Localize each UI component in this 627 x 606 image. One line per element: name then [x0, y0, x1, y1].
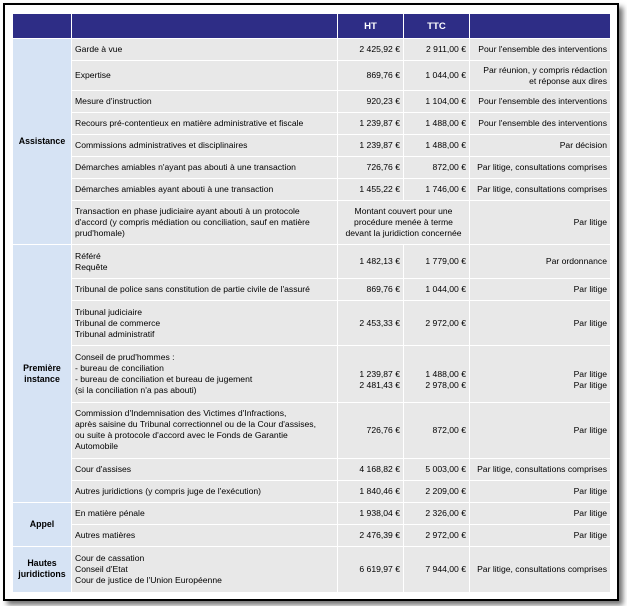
row-ht: 869,76 € [338, 279, 404, 301]
row-ht: 726,76 € [338, 157, 404, 179]
table-row [13, 402, 611, 458]
row-ttc: 2 911,00 € [404, 39, 470, 61]
row-note: Par décision [470, 135, 611, 157]
row-note: Par litige [470, 402, 611, 458]
row-description: Tribunal judiciaire Tribunal de commerce Tribunal administratif [72, 301, 338, 346]
row-ht: 2 425,92 € [338, 39, 404, 61]
table-row [13, 179, 611, 201]
row-note: Par litige [470, 201, 611, 245]
row-ht: 1 482,13 € [338, 245, 404, 279]
row-ttc: 2 972,00 € [404, 524, 470, 546]
row-ttc: 1 044,00 € [404, 279, 470, 301]
row-description: Expertise [72, 61, 338, 91]
row-description: Démarches amiables ayant abouti à une transaction [72, 179, 338, 201]
row-ht: 869,76 € [338, 61, 404, 91]
row-description: Commission d'Indemnisation des Victimes d'Infractions, après saisine du Tribunal correctionnel ou de la Cour d'assises, ou suite à protocole d'accord avec le Fonds de Garantie Automobile [72, 402, 338, 458]
header-note [470, 14, 611, 39]
category-premiere-instance: Première instance [13, 245, 72, 502]
row-description: Tribunal de police sans constitution de partie civile de l'assuré [72, 279, 338, 301]
row-ht: 2 476,39 € [338, 524, 404, 546]
category-appel: Appel [13, 502, 72, 546]
row-description: Conseil de prud'hommes : - bureau de conciliation - bureau de conciliation et bureau de jugement (si la conciliation n'a pas abouti) [72, 346, 338, 402]
row-ttc: 1 488,00 € [404, 135, 470, 157]
row-description: Recours pré-contentieux en matière administrative et fiscale [72, 113, 338, 135]
table-row [13, 39, 611, 61]
fee-schedule-table [12, 13, 611, 593]
header-blank [13, 14, 72, 39]
table-row [13, 546, 611, 592]
row-ht: 920,23 € [338, 91, 404, 113]
row-note: Pour l'ensemble des interventions [470, 113, 611, 135]
row-description: Démarches amiables n'ayant pas abouti à une transaction [72, 157, 338, 179]
table-frame [3, 3, 619, 601]
row-description: Mesure d'instruction [72, 91, 338, 113]
row-description: Garde à vue [72, 39, 338, 61]
table-row [13, 480, 611, 502]
row-ht: 1 239,87 € 2 481,43 € [338, 346, 404, 402]
row-description: Référé Requête [72, 245, 338, 279]
table-row [13, 301, 611, 346]
row-ttc: 2 209,00 € [404, 480, 470, 502]
row-ht: 6 619,97 € [338, 546, 404, 592]
row-ttc: 1 044,00 € [404, 61, 470, 91]
header-ht: HT [338, 14, 404, 39]
row-ht: 4 168,82 € [338, 458, 404, 480]
row-note: Par litige [470, 301, 611, 346]
table-row [13, 201, 611, 245]
row-note: Par litige [470, 279, 611, 301]
row-ttc: 872,00 € [404, 402, 470, 458]
category-assistance: Assistance [13, 39, 72, 245]
row-note: Par litige [470, 480, 611, 502]
row-description: Autres juridictions (y compris juge de l'exécution) [72, 480, 338, 502]
header-blank-desc [72, 14, 338, 39]
header-ttc: TTC [404, 14, 470, 39]
table-row [13, 502, 611, 524]
row-description: Cour de cassation Conseil d'Etat Cour de justice de l'Union Européenne [72, 546, 338, 592]
table-row [13, 279, 611, 301]
table-row [13, 61, 611, 91]
row-description: En matière pénale [72, 502, 338, 524]
row-note: Pour l'ensemble des interventions [470, 39, 611, 61]
row-ttc: 2 972,00 € [404, 301, 470, 346]
row-ttc: 1 488,00 € [404, 113, 470, 135]
table-row [13, 524, 611, 546]
row-description: Cour d'assises [72, 458, 338, 480]
row-note: Par ordonnance [470, 245, 611, 279]
row-ttc: 1 488,00 € 2 978,00 € [404, 346, 470, 402]
row-description: Commissions administratives et disciplinaires [72, 135, 338, 157]
table-row [13, 135, 611, 157]
row-ttc: 1 779,00 € [404, 245, 470, 279]
row-ttc: 5 003,00 € [404, 458, 470, 480]
row-description: Transaction en phase judiciaire ayant abouti à un protocole d'accord (y compris médiation ou conciliation, sauf en matière prud'homale) [72, 201, 338, 245]
table-row [13, 91, 611, 113]
row-note: Par litige, consultations comprises [470, 458, 611, 480]
table-row [13, 157, 611, 179]
category-hautes-juridictions: Hautes juridictions [13, 546, 72, 592]
row-ttc: 2 326,00 € [404, 502, 470, 524]
row-note: Pour l'ensemble des interventions [470, 91, 611, 113]
row-description: Autres matières [72, 524, 338, 546]
row-ht: 1 239,87 € [338, 113, 404, 135]
table-row [13, 113, 611, 135]
table-row [13, 458, 611, 480]
row-note: Par réunion, y compris rédaction et réponse aux dires [470, 61, 611, 91]
row-ht: 1 239,87 € [338, 135, 404, 157]
row-note: Par litige [470, 502, 611, 524]
row-note: Par litige, consultations comprises [470, 546, 611, 592]
row-ttc: 872,00 € [404, 157, 470, 179]
header-row [13, 14, 611, 39]
table-row [13, 245, 611, 279]
row-ht: 1 455,22 € [338, 179, 404, 201]
row-ttc: 1 104,00 € [404, 91, 470, 113]
row-merged-amount: Montant couvert pour une procédure menée à terme devant la juridiction concernée [338, 201, 470, 245]
row-note: Par litige, consultations comprises [470, 157, 611, 179]
row-ttc: 1 746,00 € [404, 179, 470, 201]
row-ht: 726,76 € [338, 402, 404, 458]
table-row [13, 346, 611, 402]
row-ht: 2 453,33 € [338, 301, 404, 346]
row-note: Par litige, consultations comprises [470, 179, 611, 201]
row-ht: 1 938,04 € [338, 502, 404, 524]
row-note: Par litige Par litige [470, 346, 611, 402]
row-ht: 1 840,46 € [338, 480, 404, 502]
row-ttc: 7 944,00 € [404, 546, 470, 592]
row-note: Par litige [470, 524, 611, 546]
